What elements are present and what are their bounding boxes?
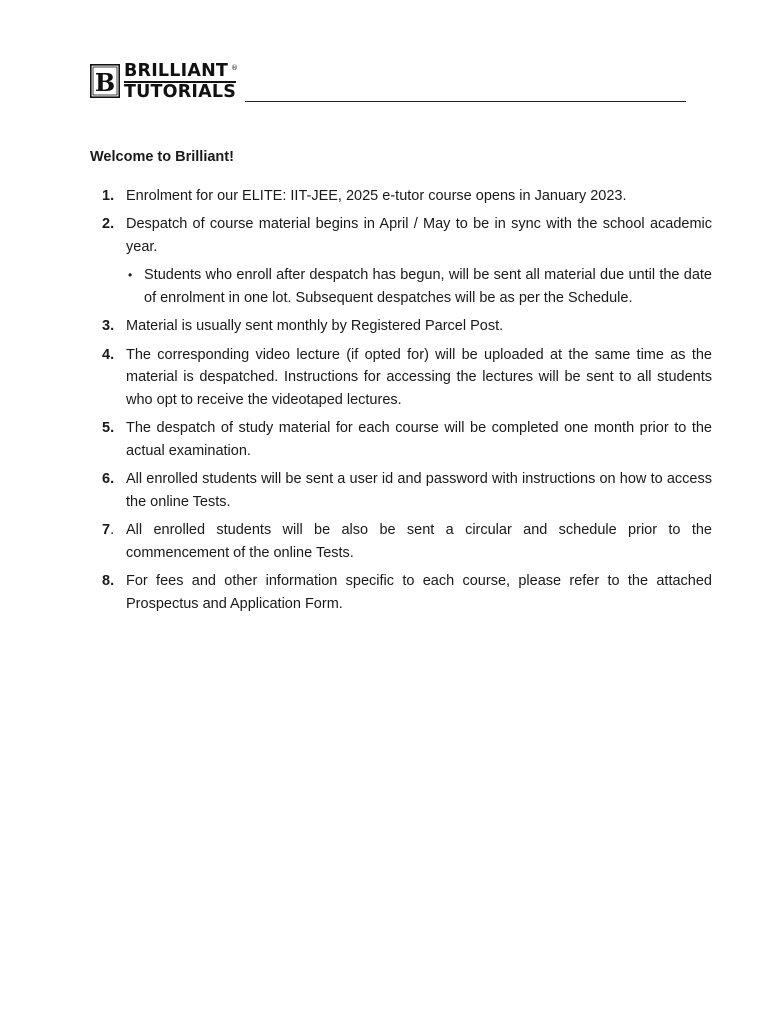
list-item: [90, 213, 712, 309]
brilliant-tutorials-logo: [90, 62, 240, 102]
list-item: [90, 468, 712, 513]
list-item: [90, 344, 712, 412]
sub-list: [126, 264, 712, 309]
information-list: [90, 185, 712, 616]
item-text: The corresponding video lecture (if opted for) will be uploaded at the same time as the material is despatched. Instructions for accessing the lectures will be sent to all students who opt to receive the videotaped lectures.: [126, 346, 712, 408]
item-text: All enrolled students will be sent a user id and password with instructions on how to access the online Tests.: [126, 471, 712, 510]
item-number-digit: 7: [102, 522, 111, 538]
item-number: 2.: [102, 216, 115, 232]
item-number: 3.: [102, 318, 115, 334]
logo-line-tutorials: TUTORIALS: [124, 82, 237, 102]
item-number: 8.: [102, 573, 115, 589]
header-rule-line: [245, 101, 686, 102]
bullet-icon: •: [128, 268, 133, 282]
item-number: 5.: [102, 420, 115, 436]
document-body: [90, 146, 712, 621]
item-text: For fees and other information specific to each course, please refer to the attached Prospectus and Application Form.: [126, 573, 712, 612]
logo-line-brilliant: BRILLIANT: [124, 61, 229, 81]
item-text: All enrolled students will be also be sent a circular and schedule prior to the commencement of the online Tests.: [126, 522, 712, 561]
logo-mark-letter: B: [94, 68, 116, 97]
item-number: [102, 519, 114, 542]
logo-wordmark: [124, 62, 236, 102]
item-number: 4.: [102, 346, 115, 363]
sub-list-item: [126, 264, 712, 309]
item-number: 6.: [102, 471, 115, 487]
item-number-dot: .: [110, 522, 115, 538]
list-item: [90, 417, 712, 462]
item-number: 1.: [102, 187, 115, 204]
item-text: Material is usually sent monthly by Registered Parcel Post.: [126, 318, 504, 334]
registered-mark: ®: [231, 64, 238, 72]
welcome-heading: Welcome to Brilliant!: [90, 149, 234, 165]
list-item: [90, 519, 712, 564]
page-header: [90, 62, 686, 104]
list-item: [90, 570, 712, 615]
list-item: [90, 315, 712, 338]
list-item: [90, 185, 712, 208]
item-text: Enrolment for our ELITE: IIT-JEE, 2025 e-tutor course opens in January 2023.: [126, 187, 627, 204]
item-text: Despatch of course material begins in April / May to be in sync with the school academic year.: [126, 216, 712, 255]
item-text: The despatch of study material for each course will be completed one month prior to the actual examination.: [126, 420, 712, 459]
logo-b-emblem-icon: [90, 64, 120, 98]
sub-item-text: Students who enroll after despatch has begun, will be sent all material due until the date of enrolment in one lot. Subsequent despatches will be as per the Schedule.: [144, 267, 712, 306]
